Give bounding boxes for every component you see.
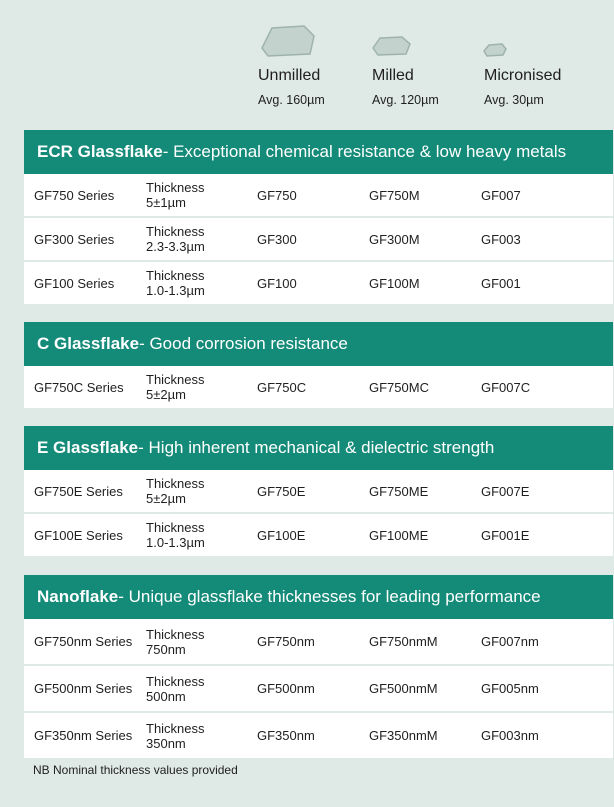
small-glassflake-icon (482, 42, 508, 58)
section-nanoflake (24, 575, 613, 758)
thickness-label: Thickness (146, 476, 205, 491)
series-cell: GF750C Series (34, 379, 124, 395)
table-row (24, 666, 613, 711)
series-cell: GF750 Series (34, 187, 115, 203)
thickness-label: Thickness (146, 626, 205, 642)
section-title: ECR Glassflake (37, 142, 163, 161)
table-row (24, 262, 613, 304)
section-c-glassflake (24, 322, 613, 408)
series-cell: GF350nm Series (34, 728, 133, 743)
thickness-label: Thickness (146, 520, 205, 535)
thickness-cell (146, 619, 254, 664)
thickness-label: Thickness (146, 372, 205, 387)
section-header (24, 322, 613, 366)
milled-cell: GF750nmM (369, 634, 438, 649)
section-subtitle: - Exceptional chemical resistance & low heavy metals (162, 142, 567, 161)
thickness-value: 500nm (146, 688, 186, 704)
thickness-value: 1.0-1.3µm (146, 283, 205, 298)
series-cell: GF100E Series (34, 527, 123, 543)
series-cell: GF500nm Series (34, 681, 133, 696)
unmilled-cell: GF100E (257, 527, 306, 543)
thickness-label: Thickness (146, 673, 205, 689)
thickness-cell (146, 218, 254, 260)
series-cell: GF750E Series (34, 483, 123, 499)
micronised-cell: GF007nm (481, 634, 539, 649)
column-name: Unmilled (258, 67, 321, 84)
micronised-cell: GF007 (481, 187, 521, 203)
table-row (24, 366, 613, 408)
unmilled-cell: GF750nm (257, 634, 315, 649)
milled-cell: GF100M (369, 275, 420, 291)
unmilled-cell: GF750 (257, 187, 297, 203)
thickness-value: 1.0-1.3µm (146, 535, 205, 550)
thickness-cell (146, 666, 254, 711)
micronised-cell: GF007E (481, 483, 530, 499)
section-title: E Glassflake (37, 438, 139, 457)
thickness-value: 750nm (146, 641, 186, 657)
milled-cell: GF350nmM (369, 728, 438, 743)
unmilled-cell: GF100 (257, 275, 297, 291)
thickness-label: Thickness (146, 268, 205, 283)
milled-cell: GF300M (369, 231, 420, 247)
series-cell: GF300 Series (34, 231, 115, 247)
section-title: C Glassflake (37, 334, 140, 353)
section-header (24, 426, 613, 470)
micronised-cell: GF003nm (481, 728, 539, 743)
series-cell: GF750nm Series (34, 634, 133, 649)
thickness-label: Thickness (146, 180, 205, 195)
large-glassflake-icon (258, 24, 318, 58)
section-subtitle: - Unique glassflake thicknesses for leading performance (118, 587, 541, 606)
micronised-cell: GF005nm (481, 681, 539, 696)
thickness-label: Thickness (146, 720, 205, 736)
column-name: Micronised (484, 67, 562, 84)
table-row (24, 218, 613, 260)
milled-cell: GF500nmM (369, 681, 438, 696)
table-row (24, 514, 613, 556)
thickness-label: Thickness (146, 224, 205, 239)
unmilled-cell: GF300 (257, 231, 297, 247)
medium-glassflake-icon (370, 34, 412, 58)
milled-cell: GF100ME (369, 527, 429, 543)
section-ecr-glassflake (24, 130, 613, 304)
thickness-cell (146, 470, 254, 512)
unmilled-cell: GF750C (257, 379, 307, 395)
thickness-value: 5±1µm (146, 195, 186, 210)
milled-cell: GF750MC (369, 379, 429, 395)
table-row (24, 470, 613, 512)
section-subtitle: - High inherent mechanical & dielectric strength (138, 438, 495, 457)
thickness-cell (146, 366, 254, 408)
micronised-cell: GF007C (481, 379, 531, 395)
milled-cell: GF750M (369, 187, 420, 203)
thickness-cell (146, 262, 254, 304)
section-header (24, 575, 613, 619)
column-average: Avg. 30µm (484, 93, 544, 107)
micronised-cell: GF001E (481, 527, 530, 543)
thickness-value: 5±2µm (146, 491, 186, 506)
table-row (24, 713, 613, 758)
unmilled-cell: GF750E (257, 483, 306, 499)
thickness-value: 350nm (146, 735, 186, 751)
section-subtitle: - Good corrosion resistance (139, 334, 348, 353)
section-header (24, 130, 613, 174)
column-average: Avg. 160µm (258, 93, 325, 107)
footnote: NB Nominal thickness values provided (33, 763, 238, 777)
micronised-cell: GF001 (481, 275, 521, 291)
flake-size-header (0, 0, 614, 120)
section-title: Nanoflake (37, 587, 119, 606)
thickness-cell (146, 713, 254, 758)
section-e-glassflake (24, 426, 613, 556)
micronised-cell: GF003 (481, 231, 521, 247)
thickness-value: 5±2µm (146, 387, 186, 402)
series-cell: GF100 Series (34, 275, 115, 291)
milled-cell: GF750ME (369, 483, 429, 499)
table-row (24, 619, 613, 664)
unmilled-cell: GF350nm (257, 728, 315, 743)
column-name: Milled (372, 67, 414, 84)
thickness-cell (146, 174, 254, 216)
thickness-cell (146, 514, 254, 556)
thickness-value: 2.3-3.3µm (146, 239, 205, 254)
table-row (24, 174, 613, 216)
column-average: Avg. 120µm (372, 93, 439, 107)
unmilled-cell: GF500nm (257, 681, 315, 696)
